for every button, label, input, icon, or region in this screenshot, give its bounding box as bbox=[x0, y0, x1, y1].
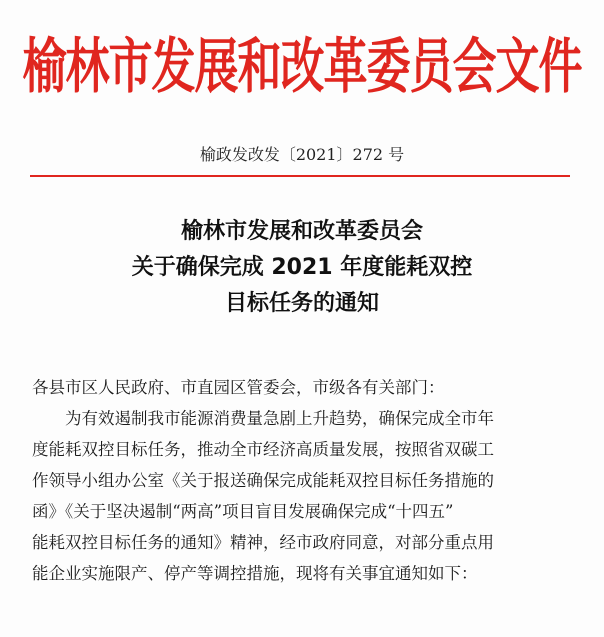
notice-body bbox=[32, 372, 592, 589]
body-line-5: 能耗双控目标任务的通知》精神，经市政府同意，对部分重点用 bbox=[32, 533, 494, 552]
body-line-6: 能企业实施限产、停产等调控措施，现将有关事宜通知如下： bbox=[32, 564, 478, 583]
notice-title bbox=[0, 214, 604, 322]
addressee-line: 各县市区人民政府、市直园区管委会，市级各有关部门： bbox=[32, 378, 445, 397]
title-line-1: 榆林市发展和改革委员会 bbox=[180, 219, 423, 244]
body-line-1: 为有效遏制我市能源消费量急剧上升趋势，确保完成全市年 bbox=[32, 409, 494, 428]
body-line-2: 度能耗双控目标任务，推动全市经济高质量发展，按照省双碳工 bbox=[32, 440, 494, 459]
body-line-4: 函》《关于坚决遏制“两高”项目盲目发展确保完成“十四五” bbox=[32, 502, 454, 521]
title-line-3: 目标任务的通知 bbox=[224, 291, 379, 316]
title-line-2: 关于确保完成 2021 年度能耗双控 bbox=[131, 255, 473, 280]
org-header-title: 榆林市发展和改革委员会文件 bbox=[22, 32, 582, 102]
document-number: 榆政发改发〔2021〕272 号 bbox=[199, 145, 405, 164]
body-line-3: 作领导小组办公室《关于报送确保完成能耗双控目标任务措施的 bbox=[32, 471, 494, 490]
red-divider-line bbox=[30, 175, 570, 177]
